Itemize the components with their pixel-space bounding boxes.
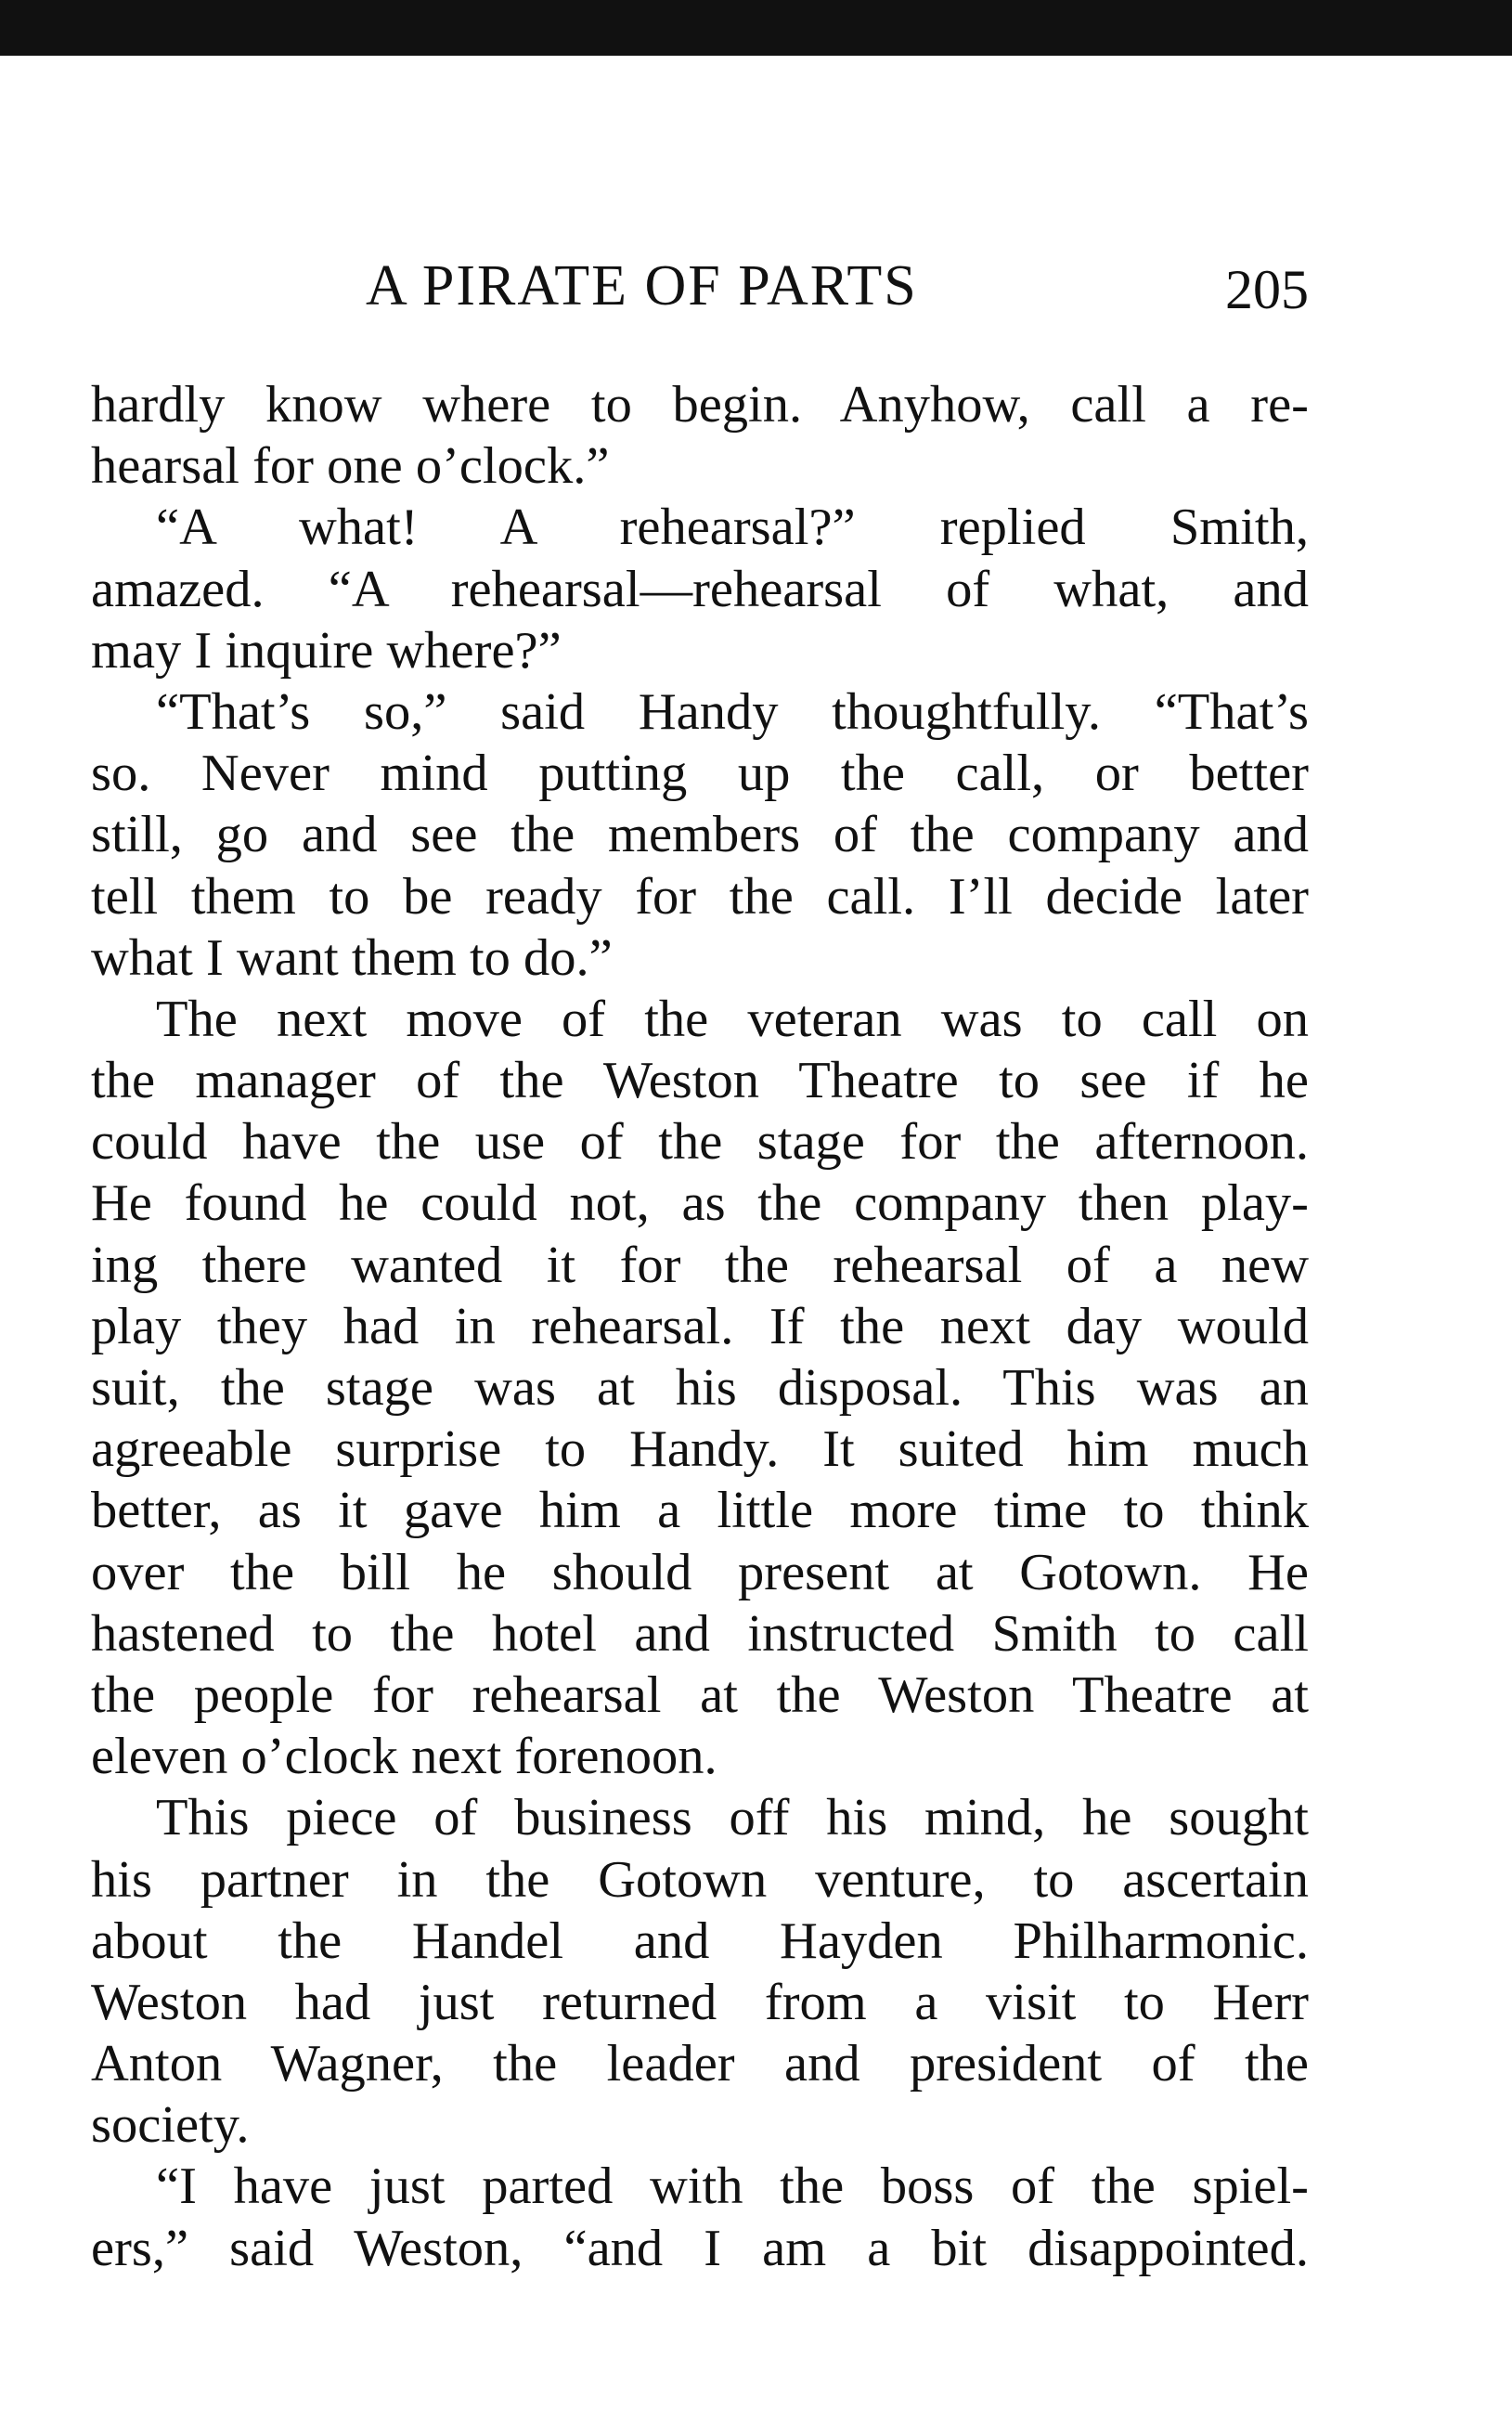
- text-line: This piece of business off his mind, he sought: [156, 1789, 1309, 1847]
- text-line: amazed. “A rehearsal—rehearsal of what, and: [91, 560, 1309, 618]
- scan-border-bar: [0, 0, 1512, 56]
- text-line: ers,” said Weston, “and I am a bit disappointed.: [91, 2219, 1309, 2277]
- page-number: 205: [1225, 259, 1309, 320]
- text-line: still, go and see the members of the company and: [91, 806, 1309, 864]
- text-line: may I inquire where?”: [91, 621, 562, 680]
- text-line: about the Handel and Hayden Philharmonic.: [91, 1911, 1309, 1970]
- text-line: “A what! A rehearsal?” replied Smith,: [156, 499, 1309, 557]
- body-text: [91, 374, 1309, 2279]
- text-line: “I have just parted with the boss of the spiel-: [156, 2157, 1309, 2216]
- text-line: “That’s so,” said Handy thoughtfully. “That’s: [156, 682, 1309, 741]
- text-line: what I want them to do.”: [91, 928, 613, 987]
- text-line: the people for rehearsal at the Weston Theatre at: [91, 1665, 1309, 1724]
- text-line: better, as it gave him a little more time to think: [91, 1482, 1309, 1540]
- text-line: so. Never mind putting up the call, or better: [91, 745, 1309, 803]
- page-header: [91, 249, 1309, 323]
- text-line: hardly know where to begin. Anyhow, call a re-: [91, 376, 1309, 434]
- text-line: agreeable surprise to Handy. It suited him much: [91, 1420, 1309, 1479]
- text-line: The next move of the veteran was to call on: [156, 990, 1309, 1048]
- text-line: play they had in rehearsal. If the next day would: [91, 1297, 1309, 1355]
- text-line: Weston had just returned from a visit to Herr: [91, 1973, 1309, 2031]
- running-title: A PIRATE OF PARTS: [366, 254, 918, 317]
- text-line: hearsal for one o’clock.”: [91, 437, 610, 496]
- text-line: suit, the stage was at his disposal. This was an: [91, 1359, 1309, 1417]
- text-line: society.: [91, 2096, 250, 2155]
- text-line: hastened to the hotel and instructed Smith to call: [91, 1604, 1309, 1663]
- text-line: Anton Wagner, the leader and president of the: [91, 2035, 1309, 2093]
- text-line: his partner in the Gotown venture, to ascertain: [91, 1850, 1309, 1909]
- text-line: eleven o’clock next forenoon.: [91, 1728, 717, 1786]
- text-line: ing there wanted it for the rehearsal of a new: [91, 1236, 1309, 1294]
- text-line: the manager of the Weston Theatre to see if he: [91, 1052, 1309, 1110]
- text-line: could have the use of the stage for the afternoon.: [91, 1113, 1309, 1172]
- text-line: tell them to be ready for the call. I’ll decide later: [91, 867, 1309, 926]
- text-line: He found he could not, as the company then play-: [91, 1174, 1309, 1233]
- text-line: over the bill he should present at Gotown. He: [91, 1543, 1309, 1601]
